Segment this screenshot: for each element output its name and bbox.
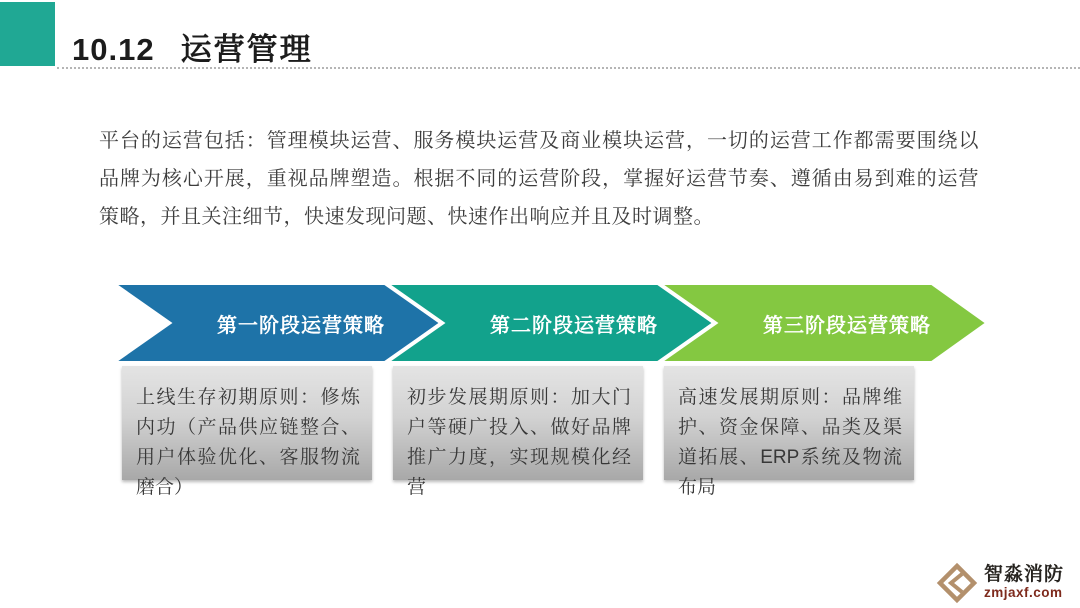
watermark-text — [984, 565, 1064, 601]
stage2-description-text: 初步发展期原则：加大门户等硬广投入、做好品牌推广力度，实现规模化经营 — [407, 387, 631, 498]
intro-paragraph: 平台的运营包括：管理模块运营、服务模块运营及商业模块运营，一切的运营工作都需要围绕以品牌为核心开展，重视品牌塑造。根据不同的运营阶段，掌握好运营节奏、遵循由易到难的运营策略，并且关注细节，快速发现问题、快速作出响应并且及时调整。 — [99, 130, 979, 228]
title-text: 运营管理 — [180, 32, 313, 67]
stage2-description-box — [393, 366, 643, 498]
stage2-arrow-label: 第二阶段运营策略 — [490, 314, 658, 337]
watermark-brand-name: 智淼消防 — [983, 564, 1064, 586]
watermark-logo-icon — [936, 562, 978, 604]
dashed-divider — [57, 67, 1080, 69]
stage3-description-box — [664, 366, 914, 498]
stage3-arrow-label: 第三阶段运营策略 — [763, 314, 931, 337]
stage1-arrow-shape — [112, 283, 442, 363]
section-number: 10.12 — [72, 32, 155, 67]
watermark — [936, 562, 1064, 604]
stage-arrows-diagram — [110, 281, 990, 365]
watermark-site-text: zmjaxf.com — [983, 585, 1063, 601]
stage1-description-box — [122, 366, 372, 498]
page-title — [72, 24, 313, 69]
title-accent-block — [0, 2, 55, 66]
stage1-arrow-label: 第一阶段运营策略 — [217, 314, 385, 337]
stage1-description-text: 上线生存初期原则：修炼内功（产品供应链整合、用户体验优化、客服物流磨合） — [136, 387, 360, 498]
stage3-description-text: 高速发展期原则：品牌维护、资金保障、品类及渠道拓展、ERP系统及物流布局 — [678, 387, 902, 498]
